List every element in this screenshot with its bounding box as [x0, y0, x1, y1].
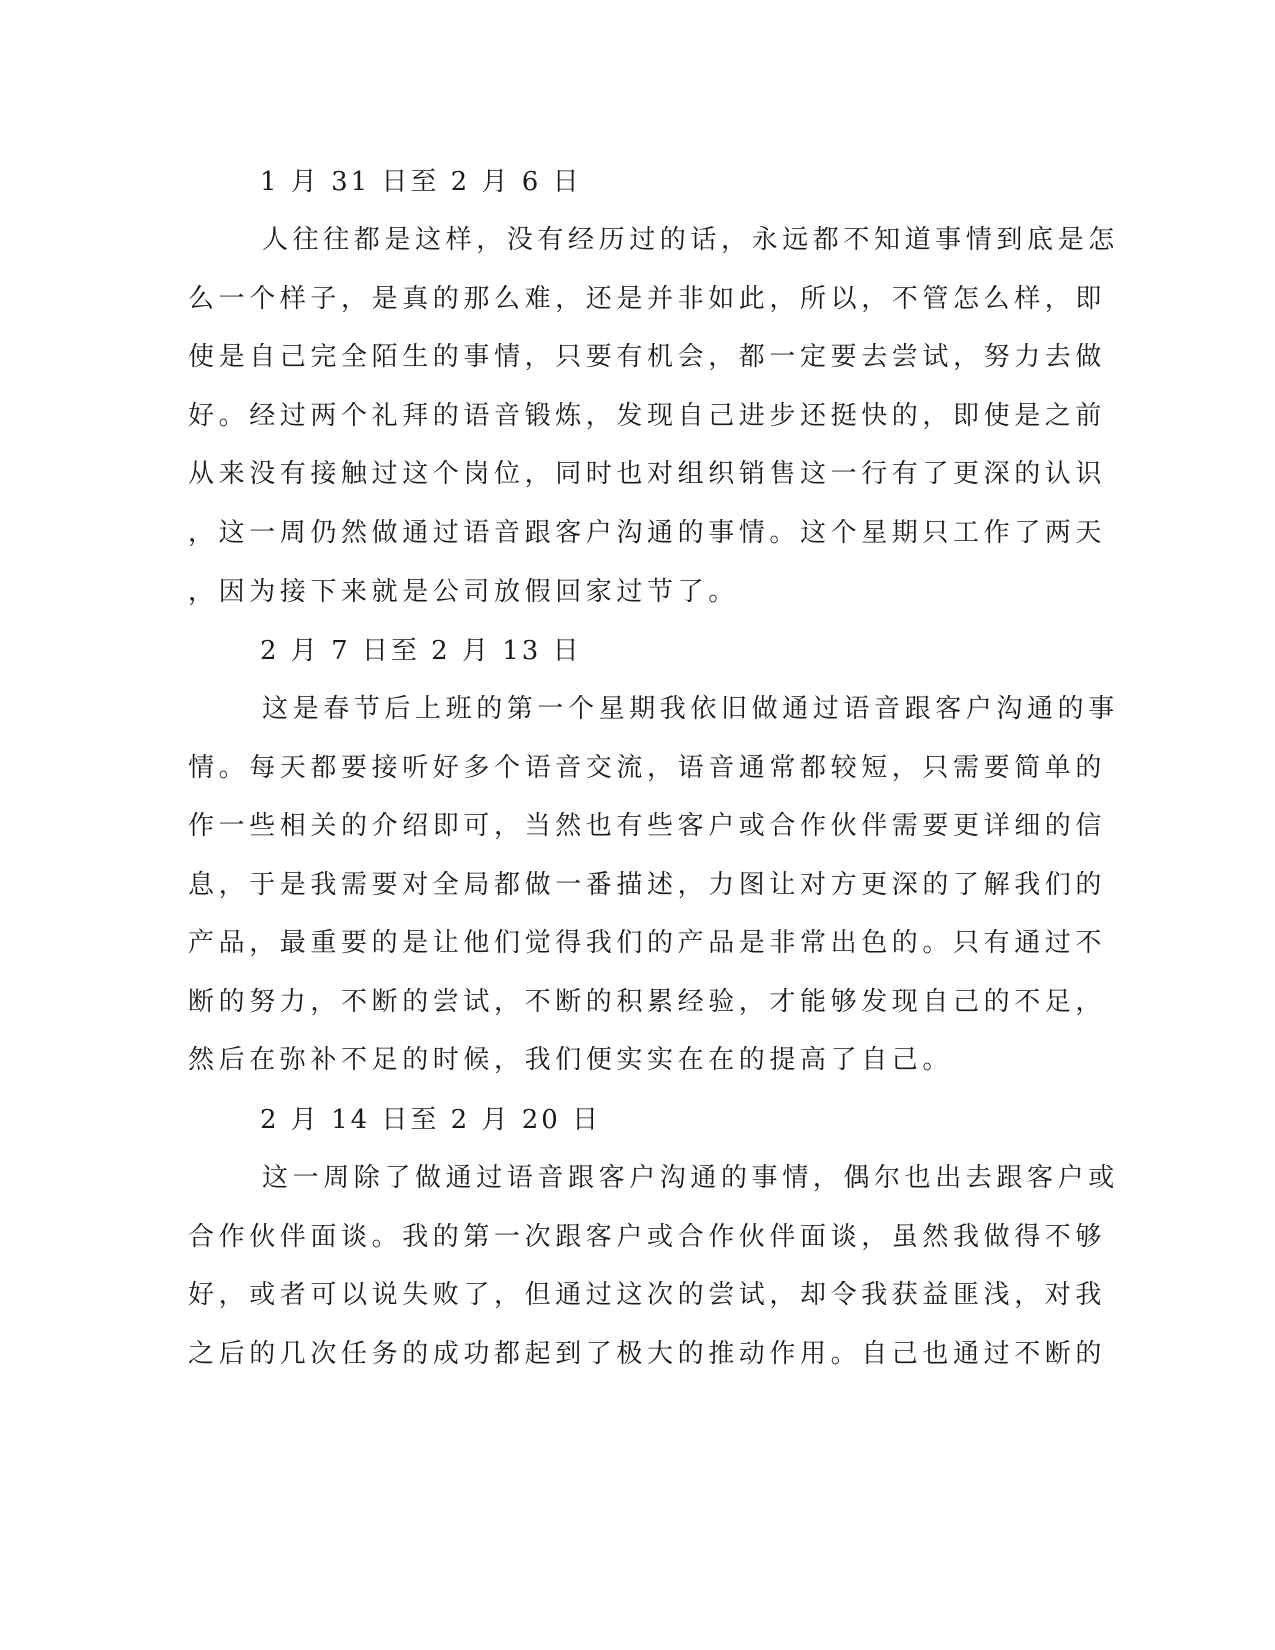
paragraph-line: 产品，最重要的是让他们觉得我们的产品是非常出色的。只有通过不 [188, 928, 1107, 958]
paragraph-line: 合作伙伴面谈。我的第一次跟客户或合作伙伴面谈，虽然我做得不够 [188, 1222, 1107, 1252]
paragraph-line: ，这一周仍然做通过语音跟客户沟通的事情。这个星期只工作了两天 [188, 518, 1107, 548]
paragraph-line: 这是春节后上班的第一个星期我依旧做通过语音跟客户沟通的事 [262, 694, 1119, 724]
paragraph-line: 断的努力，不断的尝试，不断的积累经验，才能够发现自己的不足， [188, 987, 1107, 1017]
paragraph-line: 好。经过两个礼拜的语音锻炼，发现自己进步还挺快的，即使是之前 [188, 401, 1107, 431]
paragraph-line: 作一些相关的介绍即可，当然也有些客户或合作伙伴需要更详细的信 [188, 811, 1107, 841]
paragraph-line: 息，于是我需要对全局都做一番描述，力图让对方更深的了解我们的 [188, 870, 1107, 900]
section-heading: 2 月 7 日至 2 月 13 日 [260, 636, 582, 666]
paragraph-line: ，因为接下来就是公司放假回家过节了。 [188, 577, 739, 607]
paragraph-line: 情。每天都要接听好多个语音交流，语音通常都较短，只需要简单的 [188, 753, 1107, 783]
section-heading: 1 月 31 日至 2 月 6 日 [260, 167, 582, 197]
paragraph-line: 之后的几次任务的成功都起到了极大的推动作用。自己也通过不断的 [188, 1339, 1107, 1369]
section-heading: 2 月 14 日至 2 月 20 日 [260, 1105, 602, 1135]
paragraph-line: 好，或者可以说失败了，但通过这次的尝试，却令我获益匪浅，对我 [188, 1280, 1107, 1310]
paragraph-line: 这一周除了做通过语音跟客户沟通的事情，偶尔也出去跟客户或 [262, 1163, 1119, 1193]
paragraph-line: 然后在弥补不足的时候，我们便实实在在的提高了自己。 [188, 1045, 954, 1075]
paragraph-line: 使是自己完全陌生的事情，只要有机会，都一定要去尝试，努力去做 [188, 342, 1107, 372]
paragraph-line: 人往往都是这样，没有经历过的话，永远都不知道事情到底是怎 [262, 225, 1119, 255]
paragraph-line: 么一个样子，是真的那么难，还是并非如此，所以，不管怎么样，即 [188, 284, 1107, 314]
paragraph-line: 从来没有接触过这个岗位，同时也对组织销售这一行有了更深的认识 [188, 459, 1107, 489]
